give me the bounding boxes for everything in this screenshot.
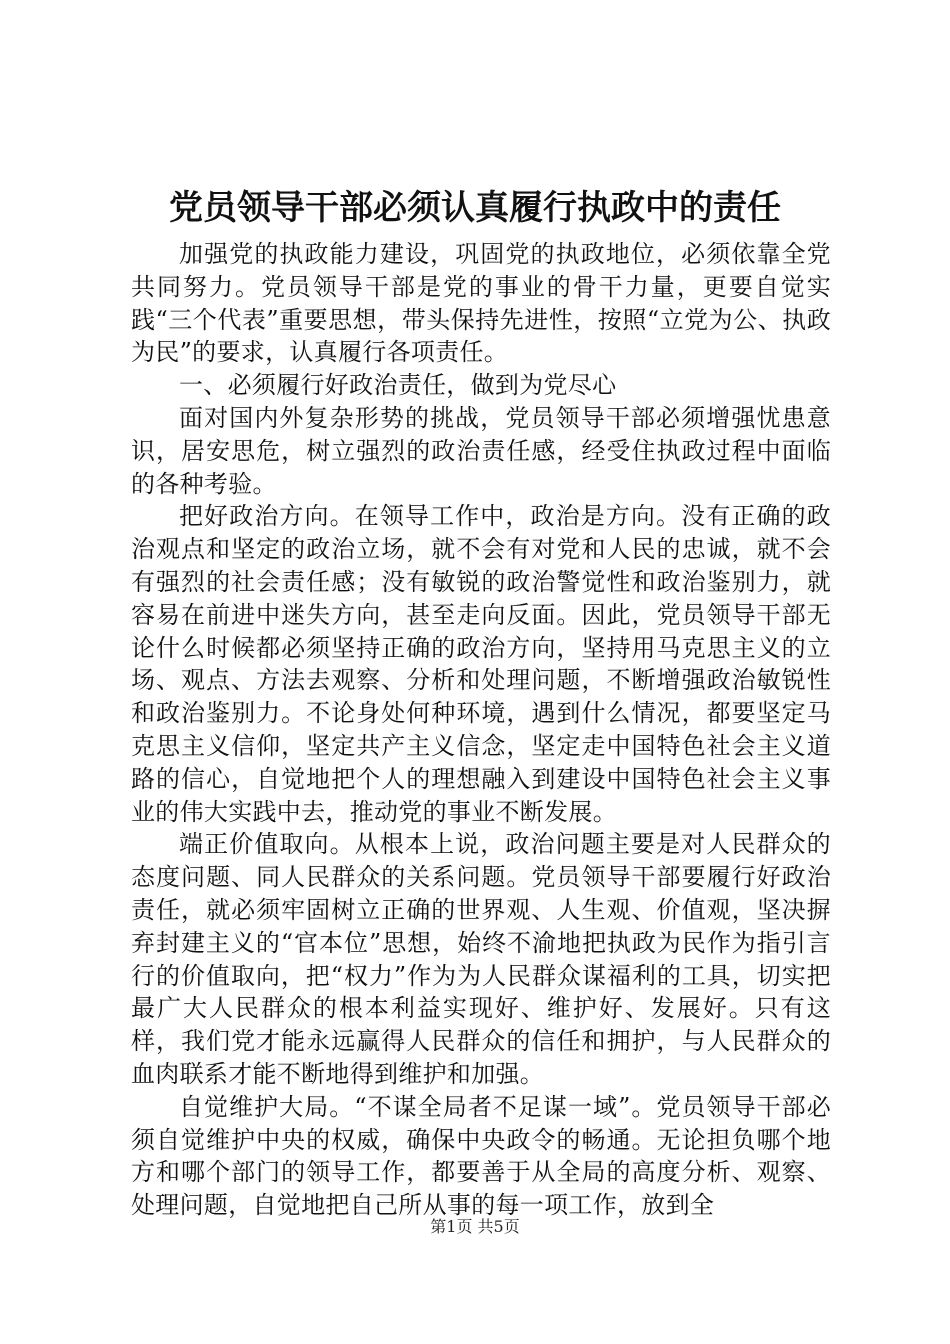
paragraph-overall-situation: 自觉维护大局。“不谋全局者不足谋一域”。党员领导干部必须自觉维护中央的权威，确保中央政令的畅通。无论担负哪个地方和哪个部门的领导工作，都要善于从全局的高度分析、观察、处理问题，自觉地把自己所从事的每一项工作，放到全: [131, 1092, 831, 1220]
document-body: [131, 238, 831, 1222]
paragraph-political-direction: 把好政治方向。在领导工作中，政治是方向。没有正确的政治观点和坚定的政治立场，就不会有对党和人民的忠诚，就不会有强烈的社会责任感；没有敏锐的政治警觉性和政治鉴别力，就容易在前进中迷失方向，甚至走向反面。因此，党员领导干部无论什么时候都必须坚持正确的政治方向，坚持用马克思主义的立场、观点、方法去观察、分析和处理问题，不断增强政治敏锐性和政治鉴别力。不论身处何种环境，遇到什么情况，都要坚定马克思主义信仰，坚定共产主义信念，坚定走中国特色社会主义道路的信心，自觉地把个人的理想融入到建设中国特色社会主义事业的伟大实践中去，推动党的事业不断发展。: [131, 502, 831, 826]
page-number: 第1页 共5页: [430, 1217, 520, 1236]
document-title: 党员领导干部必须认真履行执政中的责任: [169, 188, 781, 228]
paragraph-intro: 加强党的执政能力建设，巩固党的执政地位，必须依靠全党共同努力。党员领导干部是党的事业的骨干力量，更要自觉实践“三个代表”重要思想，带头保持先进性，按照“立党为公、执政为民”的要求，认真履行各项责任。: [131, 240, 831, 367]
paragraph-challenges: 面对国内外复杂形势的挑战，党员领导干部必须增强忧患意识，居安思危，树立强烈的政治责任感，经受住执政过程中面临的各种考验。: [131, 403, 831, 498]
paragraph-value-orientation: 端正价值取向。从根本上说，政治问题主要是对人民群众的态度问题、同人民群众的关系问题。党员领导干部要履行好政治责任，就必须牢固树立正确的世界观、人生观、价值观，坚决摒弃封建主义的“官本位”思想，始终不渝地把执政为民作为指引言行的价值取向，把“权力”作为为人民群众谋福利的工具，切实把最广大人民群众的根本利益实现好、维护好、发展好。只有这样，我们党才能永远赢得人民群众的信任和拥护，与人民群众的血肉联系才能不断地得到维护和加强。: [131, 830, 831, 1088]
section-heading-1: 一、必须履行好政治责任，做到为党尽心: [179, 371, 617, 400]
